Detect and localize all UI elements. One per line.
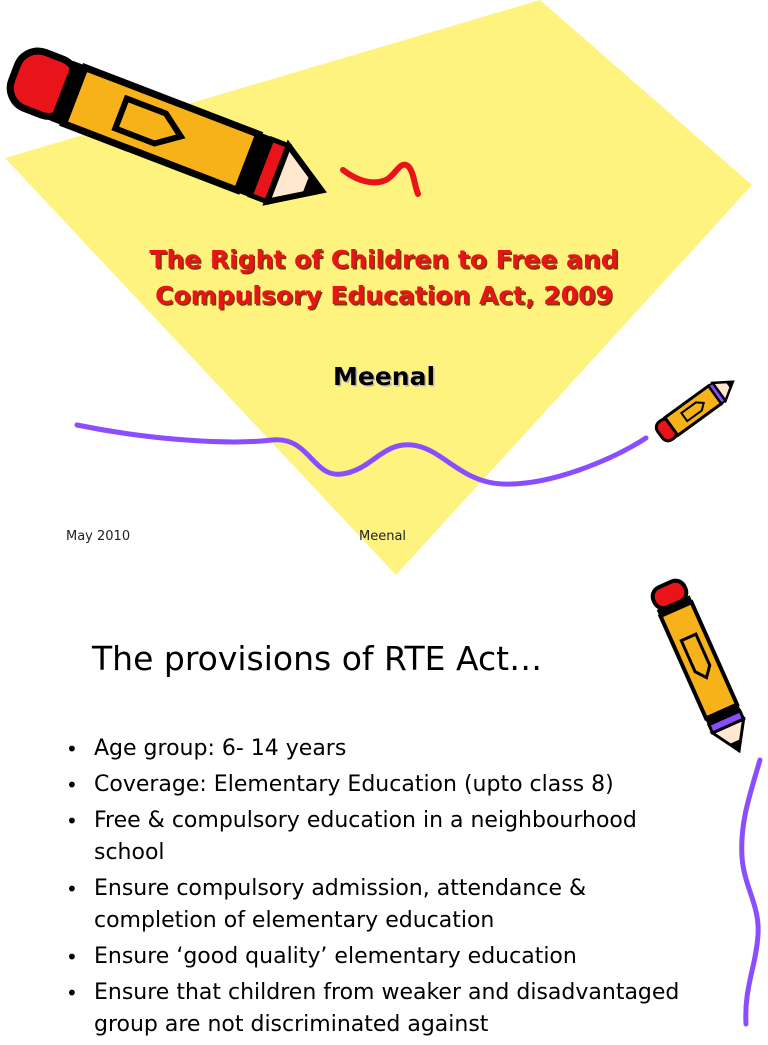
bullet-icon: • — [66, 737, 78, 761]
provisions-list — [62, 733, 702, 1045]
bullet-icon: • — [66, 773, 78, 797]
bullet-icon: • — [66, 981, 78, 1005]
list-item — [62, 873, 702, 937]
footer-author: Meenal — [359, 529, 407, 544]
bullet-icon: • — [66, 809, 78, 833]
list-item-text: Ensure compulsory admission, attendance & completion of elementary education — [94, 876, 587, 933]
bullet-icon: • — [66, 877, 78, 901]
slide-title-line-1: The Right of Children to Free and — [149, 245, 619, 274]
author-name: Meenal — [332, 362, 436, 391]
slide-title-line-2: Compulsory Education Act, 2009 — [155, 281, 613, 310]
list-item-text: Age group: 6- 14 years — [94, 736, 347, 761]
list-item — [62, 977, 702, 1041]
provisions-heading: The provisions of RTE Act… — [92, 639, 543, 678]
vertical-squiggle-line — [742, 760, 760, 1024]
provisions-slide — [0, 575, 768, 1037]
small-pencil-icon — [654, 372, 741, 443]
bullet-icon: • — [66, 945, 78, 969]
list-item — [62, 805, 702, 869]
list-item-text: Ensure that children from weaker and disadvantaged group are not discriminated against — [94, 980, 680, 1037]
list-item-text: Ensure ‘good quality’ elementary education — [94, 944, 577, 969]
list-item-text: Coverage: Elementary Education (upto class 8) — [94, 772, 614, 797]
vertical-pencil-icon — [649, 577, 756, 759]
list-item — [62, 941, 702, 973]
footer-date: May 2010 — [66, 529, 131, 544]
list-item — [62, 769, 702, 801]
list-item — [62, 733, 702, 765]
slide-title — [100, 242, 668, 314]
list-item-text: Free & compulsory education in a neighbourhood school — [94, 808, 637, 865]
